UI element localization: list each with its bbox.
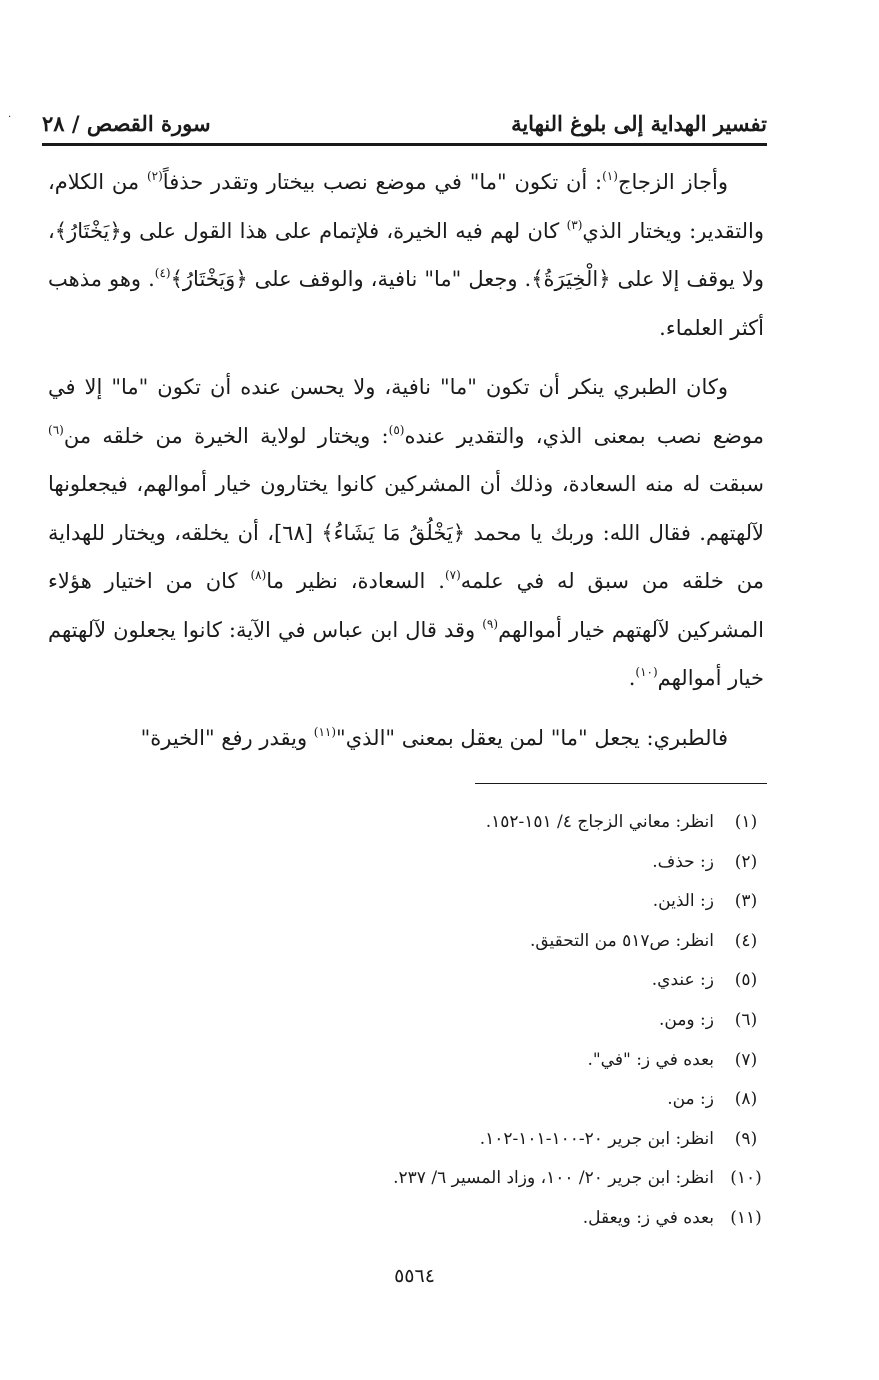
surah-reference: سورة القصص / ٢٨ xyxy=(42,111,211,136)
footnote-text: انظر: ص٥١٧ من التحقيق. xyxy=(529,930,714,951)
footnote-ref-6[interactable]: (٦) xyxy=(48,422,64,437)
paragraph-1: وأجاز الزجاج$^{(١)}$: أن تكون "ما" في موضع نصب بيختار وتقدر حذفاً$^{(٢)}$ من الكلام، والتقدير: ويختار الذي$^{(٣)}$ كان لهم فيه الخيرة، فلإتمام على هذا القول على و﴿يَخْتَارُ﴾، ولا يوقف إلا على ﴿الْخِيَرَةُ﴾. وجعل "ما" نافية، والوقف على ﴿وَيَخْتَارُ﴾$^{(٤)}$. وهو مذهب أكثر العلماء. xyxy=(48,169,764,340)
footnote-text: ز: عندي. xyxy=(651,970,714,991)
footnote-ref-3[interactable]: (٣) xyxy=(566,217,583,232)
footnote-ref-2[interactable]: (٢) xyxy=(146,169,163,183)
main-text xyxy=(48,158,764,773)
footnote-number: (٨) xyxy=(734,1089,758,1110)
footnote-item xyxy=(60,843,768,883)
footnote-text: بعده في ز: "في". xyxy=(587,1049,714,1070)
footnote-number: (٧) xyxy=(734,1049,758,1070)
stray-mark: · xyxy=(8,112,12,123)
footnote-number: (٤) xyxy=(734,930,758,951)
footnote-text: انظر: ابن جرير ٢٠-١٠٠-١٠١-١٠٢. xyxy=(479,1128,714,1149)
footnote-text: ز: الذين. xyxy=(652,891,714,912)
footnote-item xyxy=(60,922,768,962)
footnote-number: (١١) xyxy=(730,1207,762,1228)
footnote-ref-9[interactable]: (٩) xyxy=(482,616,499,631)
footnote-ref-10[interactable]: (١٠) xyxy=(635,665,658,679)
footnote-number: (٦) xyxy=(734,1009,758,1030)
footnote-number: (٥) xyxy=(734,970,758,991)
footnote-item xyxy=(60,1159,768,1199)
footnote-ref-5[interactable]: (٥) xyxy=(388,422,405,437)
footnote-number: (٣) xyxy=(734,891,758,912)
footnote-ref-1[interactable]: (١) xyxy=(602,169,618,183)
footnote-text: ز: حذف. xyxy=(652,851,714,872)
footnote-number: (٢) xyxy=(734,851,758,872)
footnote-item xyxy=(60,1001,768,1041)
footnote-ref-7[interactable]: (٧) xyxy=(444,568,461,582)
footnote-text: ز: ومن. xyxy=(658,1009,714,1030)
footnote-number: (٩) xyxy=(734,1128,758,1149)
footnote-number: (١) xyxy=(734,812,758,832)
footnote-ref-8[interactable]: (٨) xyxy=(250,568,267,582)
book-title: تفسير الهداية إلى بلوغ النهاية xyxy=(511,111,767,136)
footnote-item xyxy=(60,1080,768,1120)
footnote-ref-4[interactable]: (٤) xyxy=(154,266,171,280)
footnote-number: (١٠) xyxy=(730,1168,762,1189)
paragraph-3: فالطبري: يجعل "ما" لمن يعقل بمعنى "الذي"$^{(١١)}$ ويقدر رفع "الخيرة" xyxy=(140,724,728,750)
footnote-text: انظر: ابن جرير ٢٠/ ١٠٠، وزاد المسير ٦/ ٢٣٧. xyxy=(393,1168,714,1189)
footnote-item xyxy=(60,803,768,843)
footnote-text: بعده في ز: ويعقل. xyxy=(582,1207,714,1228)
running-header xyxy=(42,96,767,136)
footnote-item xyxy=(60,1041,768,1081)
header-rule xyxy=(42,143,767,146)
footnote-text: انظر: معاني الزجاج ٤/ ١٥١-١٥٢. xyxy=(485,812,714,832)
footnote-item xyxy=(60,961,768,1001)
footnote-text: ز: من. xyxy=(667,1089,714,1110)
footnote-item xyxy=(60,1120,768,1160)
footnote-separator xyxy=(475,783,767,784)
footnote-item xyxy=(60,1199,768,1239)
footnote-item xyxy=(60,882,768,922)
page-number: ٥٥٦٤ xyxy=(394,1265,435,1287)
footnote-ref-11[interactable]: (١١) xyxy=(313,724,337,739)
paragraph-2: وكان الطبري ينكر أن تكون "ما" نافية، ولا يحسن عنده أن تكون "ما" إلا في موضع نصب بمعنى الذي، والتقدير عنده$^{(٥)}$: ويختار لولاية الخيرة من خلقه من$^{(٦)}$ سبقت له منه السعادة، وذلك أن المشركين كانوا يختارون خيار أموالهم، فيجعلونها لآلهتهم. فقال الله: وربك يا محمد ﴿يَخْلُقُ مَا يَشَاءُ﴾ [٦٨]، أن يخلقه، ويختار للهداية من خلقه من سبق له في علمه$^{(٧)}$. السعادة، نظير ما$^{(٨)}$ كان من اختيار هؤلاء المشركين لآلهتهم خيار أموالهم$^{(٩)}$ وقد قال ابن عباس في الآية: كانوا يجعلون لآلهتهم خيار أموالهم$^{(١٠)}$. xyxy=(48,375,764,690)
footnotes-list xyxy=(60,803,768,1239)
